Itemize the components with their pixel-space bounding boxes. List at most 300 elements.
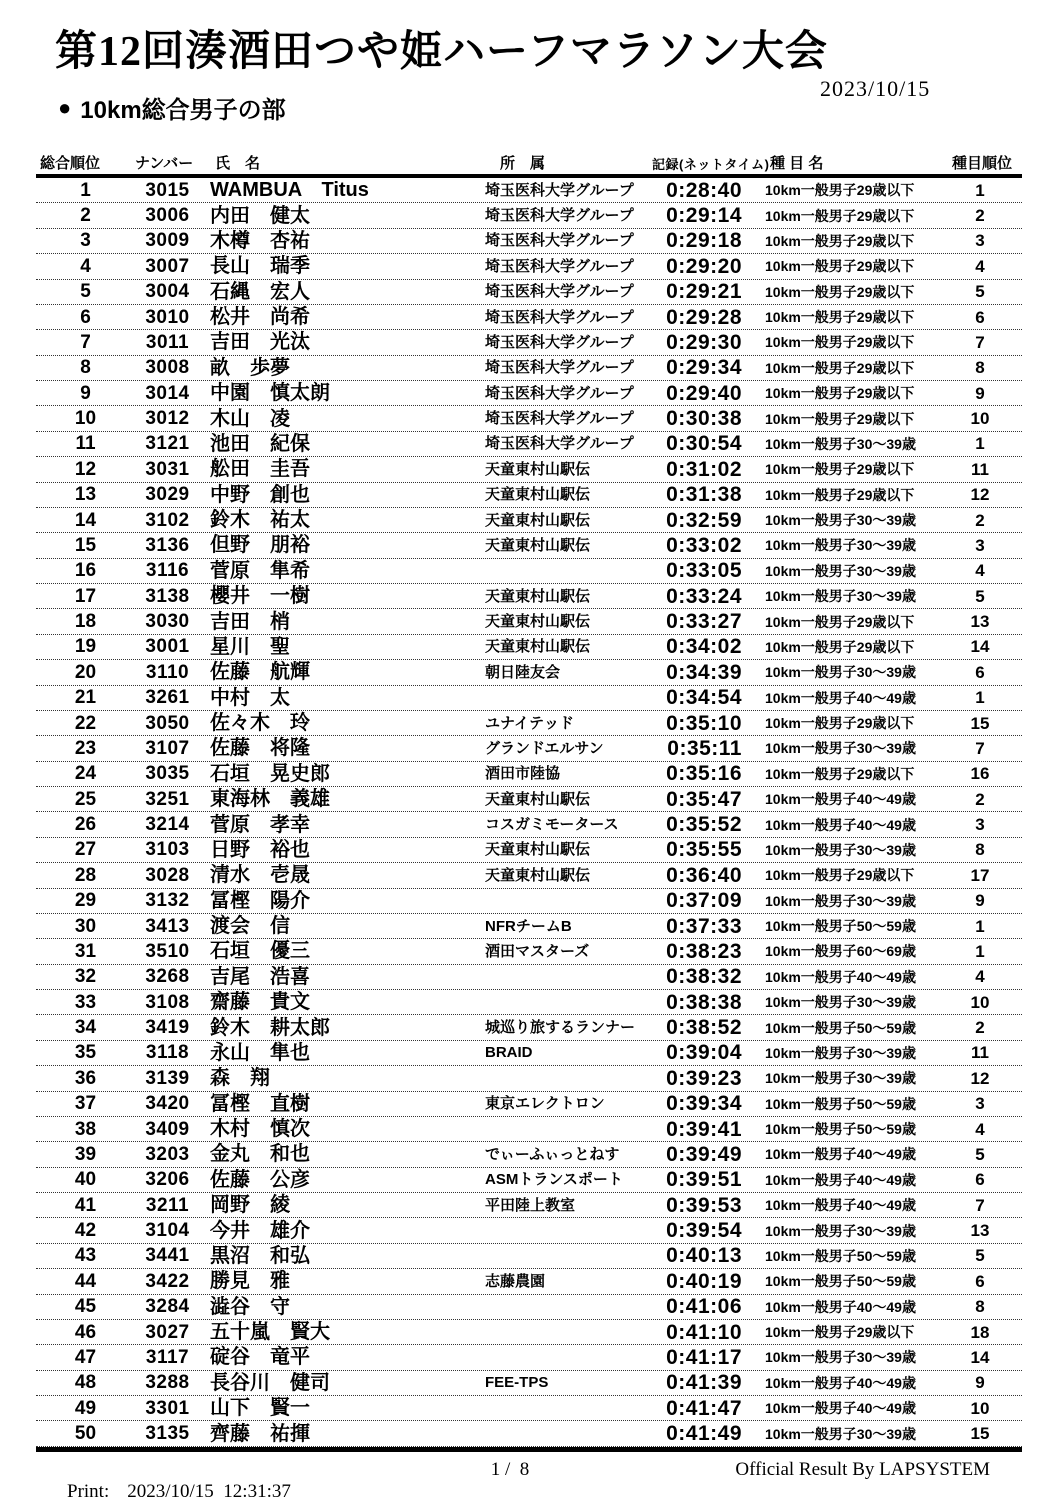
result-row [36,711,1022,736]
result-row [36,939,1022,964]
cell-name: 永山 隼也 [210,1041,310,1064]
cell-number: 3004 [145,281,190,303]
cell-rank: 22 [74,712,97,734]
result-row [36,660,1022,685]
cell-category: 10km一般男子40〜49歳 [765,1298,916,1315]
cell-time: 0:35:10 [666,711,742,735]
cell-number: 3413 [145,915,190,937]
cell-number: 3108 [145,991,190,1013]
cell-category-rank: 3 [975,231,985,251]
result-row [36,609,1022,634]
cell-name: 佐々木 玲 [210,712,310,735]
result-row [36,965,1022,990]
cell-name: 冨樫 陽介 [210,889,310,912]
result-row [36,229,1022,254]
cell-category-rank: 5 [975,1144,985,1164]
result-row [36,203,1022,228]
cell-number: 3132 [145,890,190,912]
result-row [36,584,1022,609]
cell-category: 10km一般男子29歳以下 [765,207,915,224]
cell-category-rank: 1 [975,916,985,936]
cell-rank: 46 [74,1321,97,1343]
print-label: Print: [67,1481,110,1497]
cell-name: 中野 創也 [210,483,310,506]
cell-category: 10km一般男子40〜49歳 [765,791,916,808]
cell-number: 3409 [145,1118,190,1140]
cell-category-rank: 14 [970,1347,990,1367]
cell-name: 松井 尚希 [210,306,310,329]
result-row [36,406,1022,431]
cell-time: 0:39:23 [666,1066,742,1090]
cell-time: 0:40:19 [666,1269,742,1293]
cell-rank: 13 [74,484,97,506]
result-row [36,178,1022,203]
cell-number: 3029 [145,484,190,506]
cell-name: 畝 歩夢 [210,356,290,379]
cell-number: 3110 [145,661,190,683]
cell-number: 3211 [145,1194,190,1216]
cell-affiliation: 埼玉医科大学グループ [485,410,634,428]
cell-time: 0:33:05 [666,559,742,583]
cell-time: 0:29:21 [666,280,742,304]
result-row [36,1142,1022,1167]
header-overall-rank: 総合順位 [40,155,101,172]
cell-rank: 12 [74,458,97,480]
cell-affiliation: 酒田マスターズ [485,942,590,960]
cell-category: 10km一般男子30〜39歳 [765,664,916,681]
cell-time: 0:33:24 [666,584,742,608]
result-row [36,483,1022,508]
cell-category: 10km一般男子30〜39歳 [765,562,916,579]
cell-name: 岡野 綾 [210,1194,290,1217]
cell-rank: 25 [74,788,97,810]
cell-category-rank: 3 [975,535,985,555]
cell-affiliation: 平田陸上教室 [485,1196,576,1214]
cell-category-rank: 16 [970,764,990,784]
cell-rank: 7 [80,331,91,353]
cell-rank: 4 [80,255,91,277]
cell-rank: 43 [74,1245,97,1267]
result-row [36,1295,1022,1320]
cell-number: 3301 [145,1397,190,1419]
event-date: 2023/10/15 [820,76,931,101]
cell-category: 10km一般男子30〜39歳 [765,1349,916,1366]
cell-number: 3035 [145,763,190,785]
cell-category-rank: 2 [975,206,985,226]
cell-category-rank: 1 [975,941,985,961]
cell-number: 3014 [145,382,190,404]
cell-name: 星川 聖 [210,635,290,658]
cell-number: 3116 [145,560,190,582]
cell-category-rank: 8 [975,1297,985,1317]
cell-category: 10km一般男子29歳以下 [765,638,915,655]
bullet-icon: ● [58,94,72,120]
cell-affiliation: 天童東村山駅伝 [485,613,591,631]
cell-rank: 16 [74,560,97,582]
cell-affiliation: 天童東村山駅伝 [485,790,591,808]
cell-number: 3103 [145,839,190,861]
result-row [36,863,1022,888]
cell-time: 0:28:40 [666,178,742,202]
cell-time: 0:41:10 [666,1320,742,1344]
cell-rank: 8 [80,357,91,379]
header-category-rank: 種目順位 [951,155,1012,172]
cell-time: 0:41:47 [666,1396,742,1420]
cell-time: 0:29:40 [666,381,742,405]
cell-category-rank: 18 [970,1322,990,1342]
header-name: 氏 名 [215,155,261,172]
cell-rank: 15 [74,534,97,556]
cell-category: 10km一般男子40〜49歳 [765,1171,916,1188]
cell-number: 3011 [145,331,190,353]
cell-category-rank: 6 [975,307,985,327]
cell-category-rank: 4 [975,561,985,581]
cell-category: 10km一般男子40〜49歳 [765,1400,916,1417]
cell-affiliation: 埼玉医科大学グループ [485,333,634,351]
cell-rank: 49 [74,1397,97,1419]
cell-category-rank: 11 [971,1043,989,1063]
cell-time: 0:37:33 [666,914,742,938]
cell-name: 吉田 梢 [210,610,290,633]
cell-name: 金丸 和也 [210,1143,310,1166]
cell-number: 3001 [145,636,190,658]
cell-category-rank: 5 [975,586,985,606]
cell-affiliation: 天童東村山駅伝 [485,638,591,656]
cell-category: 10km一般男子29歳以下 [765,283,915,300]
result-row [36,1066,1022,1091]
cell-rank: 6 [80,306,91,328]
cell-category: 10km一般男子29歳以下 [765,410,915,427]
cell-number: 3102 [145,509,190,531]
cell-rank: 19 [74,636,97,658]
cell-category: 10km一般男子40〜49歳 [765,1146,916,1163]
cell-name: 長山 瑞季 [210,255,310,278]
cell-name: 菅原 孝幸 [210,813,310,836]
result-row [36,1092,1022,1117]
cell-name: 池田 紀保 [210,432,310,455]
cell-time: 0:29:34 [666,356,742,380]
cell-category: 10km一般男子29歳以下 [765,867,915,884]
cell-affiliation: 朝日陸友会 [485,663,561,681]
cell-category-rank: 2 [975,789,985,809]
cell-category-rank: 7 [975,332,985,352]
cell-number: 3006 [145,205,190,227]
cell-affiliation: 埼玉医科大学グループ [485,435,634,453]
header-net-time: 記録(ネットタイム) [652,157,770,172]
cell-name: WAMBUA Titus [210,179,369,202]
cell-category-rank: 7 [975,738,985,758]
cell-number: 3030 [145,611,190,633]
cell-category: 10km一般男子29歳以下 [765,1324,915,1341]
cell-rank: 20 [74,661,97,683]
cell-number: 3031 [145,458,190,480]
event-title: 第12回湊酒田つや姫ハーフマラソン大会 [55,29,828,75]
cell-time: 0:38:38 [666,990,742,1014]
cell-affiliation: グランドエルサン [485,739,604,757]
cell-affiliation: 志藤農園 [485,1272,546,1290]
cell-number: 3419 [145,1017,190,1039]
cell-category-rank: 8 [975,840,985,860]
cell-category: 10km一般男子30〜39歳 [765,1222,916,1239]
cell-category: 10km一般男子30〜39歳 [765,841,916,858]
page-number: 1 / 8 [490,1459,530,1480]
cell-name: 佐藤 航輝 [210,661,310,684]
cell-name: 鈴木 祐太 [210,509,310,532]
result-row [36,1421,1022,1446]
cell-category-rank: 4 [975,967,985,987]
result-row [36,686,1022,711]
cell-category-rank: 6 [975,662,985,682]
cell-name: 櫻井 一樹 [210,585,310,608]
cell-rank: 42 [74,1220,97,1242]
cell-category: 10km一般男子60〜69歳 [765,943,916,960]
cell-name: 中村 太 [210,686,290,709]
cell-number: 3206 [145,1169,190,1191]
cell-rank: 47 [74,1346,97,1368]
cell-name: 碇谷 竜平 [210,1346,310,1369]
cell-name: 木村 慎次 [210,1118,310,1141]
cell-number: 3117 [145,1346,190,1368]
cell-number: 3010 [145,306,190,328]
cell-category: 10km一般男子50〜59歳 [765,1019,916,1036]
cell-category: 10km一般男子40〜49歳 [765,1374,916,1391]
cell-category-rank: 2 [975,510,985,530]
header-affiliation: 所 属 [500,155,546,172]
cell-time: 0:36:40 [666,863,742,887]
cell-number: 3050 [145,712,190,734]
cell-number: 3261 [145,687,190,709]
cell-category: 10km一般男子29歳以下 [765,715,915,732]
cell-time: 0:35:47 [666,787,742,811]
cell-rank: 36 [74,1067,97,1089]
cell-number: 3203 [145,1143,190,1165]
results-body [36,178,1022,1452]
cell-rank: 1 [80,179,91,201]
section-heading [58,90,286,125]
cell-category-rank: 1 [975,180,985,200]
cell-name: 齊藤 祐揮 [210,1422,310,1445]
section-heading-label: 10km総合男子の部 [80,97,286,124]
cell-time: 0:39:51 [666,1168,742,1192]
cell-name: 但野 朋裕 [210,534,310,557]
result-row [36,812,1022,837]
cell-affiliation: 埼玉医科大学グループ [485,257,634,275]
cell-number: 3121 [145,433,190,455]
cell-category-rank: 8 [975,358,985,378]
result-row [36,1345,1022,1370]
footer-credit: Official Result By LAPSYSTEM [735,1459,990,1480]
cell-time: 0:34:54 [666,686,742,710]
cell-number: 3008 [145,357,190,379]
result-row [36,1218,1022,1243]
cell-category: 10km一般男子29歳以下 [765,765,915,782]
cell-number: 3136 [145,534,190,556]
cell-rank: 26 [74,814,97,836]
cell-rank: 40 [74,1169,97,1191]
cell-time: 0:39:04 [666,1041,742,1065]
cell-time: 0:38:52 [666,1016,742,1040]
cell-affiliation: 天童東村山駅伝 [485,866,591,884]
cell-name: 黒沼 和弘 [210,1244,310,1267]
cell-affiliation: BRAID [485,1044,533,1062]
cell-rank: 50 [74,1423,97,1445]
cell-category-rank: 12 [970,485,990,505]
cell-category: 10km一般男子50〜59歳 [765,1095,916,1112]
cell-category-rank: 1 [975,434,985,454]
cell-affiliation: 埼玉医科大学グループ [485,359,634,377]
cell-category: 10km一般男子30〜39歳 [765,1425,916,1442]
cell-name: 中園 慎太朗 [210,382,330,405]
cell-category: 10km一般男子30〜39歳 [765,740,916,757]
cell-rank: 39 [74,1143,97,1165]
cell-category-rank: 5 [975,1246,985,1266]
cell-affiliation: 天童東村山駅伝 [485,841,591,859]
cell-rank: 34 [74,1017,97,1039]
cell-rank: 44 [74,1270,97,1292]
cell-category: 10km一般男子30〜39歳 [765,537,916,554]
result-row [36,559,1022,584]
cell-category: 10km一般男子50〜59歳 [765,1273,916,1290]
cell-time: 0:38:32 [666,965,742,989]
cell-time: 0:35:16 [666,762,742,786]
cell-category-rank: 6 [975,1170,985,1190]
cell-category-rank: 17 [970,865,990,885]
cell-number: 3422 [145,1270,190,1292]
cell-affiliation: 天童東村山駅伝 [485,587,591,605]
cell-affiliation: ASMトランスポート [485,1171,623,1189]
cell-affiliation: 酒田市陸協 [485,765,561,783]
cell-name: 森 翔 [210,1067,270,1090]
cell-rank: 31 [74,940,97,962]
cell-time: 0:34:02 [666,635,742,659]
cell-rank: 33 [74,991,97,1013]
cell-time: 0:30:38 [666,407,742,431]
result-row [36,1041,1022,1066]
result-row [36,1371,1022,1396]
result-row [36,1244,1022,1269]
cell-name: 吉尾 浩喜 [210,965,310,988]
cell-number: 3138 [145,585,190,607]
cell-number: 3007 [145,255,190,277]
cell-time: 0:29:30 [666,330,742,354]
result-row [36,889,1022,914]
cell-rank: 5 [80,281,91,303]
cell-affiliation: コスガミモータース [485,816,619,834]
cell-category: 10km一般男子30〜39歳 [765,1070,916,1087]
cell-category-rank: 9 [975,891,985,911]
cell-name: 石垣 優三 [210,940,310,963]
cell-time: 0:32:59 [666,508,742,532]
cell-number: 3104 [145,1220,190,1242]
cell-rank: 29 [74,890,97,912]
cell-category-rank: 15 [970,1424,990,1444]
cell-affiliation: 埼玉医科大学グループ [485,283,634,301]
result-row [36,990,1022,1015]
cell-rank: 10 [74,408,97,430]
cell-category: 10km一般男子30〜39歳 [765,892,916,909]
cell-rank: 21 [74,687,97,709]
result-row [36,305,1022,330]
cell-category: 10km一般男子40〜49歳 [765,816,916,833]
cell-time: 0:39:41 [666,1117,742,1141]
cell-time: 0:41:06 [666,1295,742,1319]
cell-category-rank: 15 [970,713,990,733]
result-row [36,1320,1022,1345]
cell-category-rank: 3 [975,1094,985,1114]
cell-name: 澁谷 守 [210,1295,290,1318]
result-row [36,1193,1022,1218]
cell-category: 10km一般男子30〜39歳 [765,1044,916,1061]
cell-category: 10km一般男子30〜39歳 [765,512,916,529]
cell-category: 10km一般男子29歳以下 [765,334,915,351]
cell-category: 10km一般男子29歳以下 [765,461,915,478]
result-row [36,381,1022,406]
result-row [36,330,1022,355]
cell-time: 0:41:17 [666,1345,742,1369]
cell-category-rank: 12 [970,1068,990,1088]
cell-time: 0:40:13 [666,1244,742,1268]
cell-time: 0:38:23 [666,939,742,963]
cell-time: 0:39:49 [666,1142,742,1166]
cell-time: 0:29:28 [666,305,742,329]
cell-affiliation: 埼玉医科大学グループ [485,308,634,326]
header-category: 種 目 名 [770,155,824,172]
cell-rank: 23 [74,737,97,759]
cell-number: 3012 [145,408,190,430]
cell-affiliation: FEE-TPS [485,1374,549,1392]
cell-category-rank: 6 [975,1271,985,1291]
cell-time: 0:31:02 [666,457,742,481]
result-row [36,838,1022,863]
cell-name: 佐藤 公彦 [210,1168,310,1191]
cell-category-rank: 9 [975,1373,985,1393]
cell-time: 0:37:09 [666,889,742,913]
cell-rank: 9 [80,382,91,404]
cell-category-rank: 4 [975,256,985,276]
cell-category-rank: 4 [975,1119,985,1139]
cell-rank: 2 [80,205,91,227]
cell-category: 10km一般男子29歳以下 [765,309,915,326]
cell-time: 0:39:53 [666,1193,742,1217]
cell-time: 0:35:52 [666,813,742,837]
cell-name: 石垣 晃史郎 [210,762,330,785]
cell-affiliation: 天童東村山駅伝 [485,460,591,478]
result-row [36,787,1022,812]
result-row [36,1269,1022,1294]
cell-affiliation: 埼玉医科大学グループ [485,181,634,199]
cell-category: 10km一般男子29歳以下 [765,385,915,402]
cell-rank: 35 [74,1042,97,1064]
cell-number: 3268 [145,966,190,988]
cell-affiliation: 天童東村山駅伝 [485,511,591,529]
cell-name: 山下 賢一 [210,1397,310,1420]
cell-time: 0:30:54 [666,432,742,456]
result-row [36,1168,1022,1193]
cell-number: 3288 [145,1372,190,1394]
cell-name: 冨樫 直樹 [210,1092,310,1115]
cell-rank: 38 [74,1118,97,1140]
cell-number: 3139 [145,1067,190,1089]
cell-category: 10km一般男子50〜59歳 [765,1121,916,1138]
cell-rank: 14 [74,509,97,531]
result-row [36,457,1022,482]
cell-number: 3510 [145,940,190,962]
result-row [36,635,1022,660]
cell-time: 0:33:27 [666,610,742,634]
cell-number: 3118 [145,1042,190,1064]
cell-number: 3135 [145,1423,190,1445]
cell-name: 長谷川 健司 [210,1371,330,1394]
